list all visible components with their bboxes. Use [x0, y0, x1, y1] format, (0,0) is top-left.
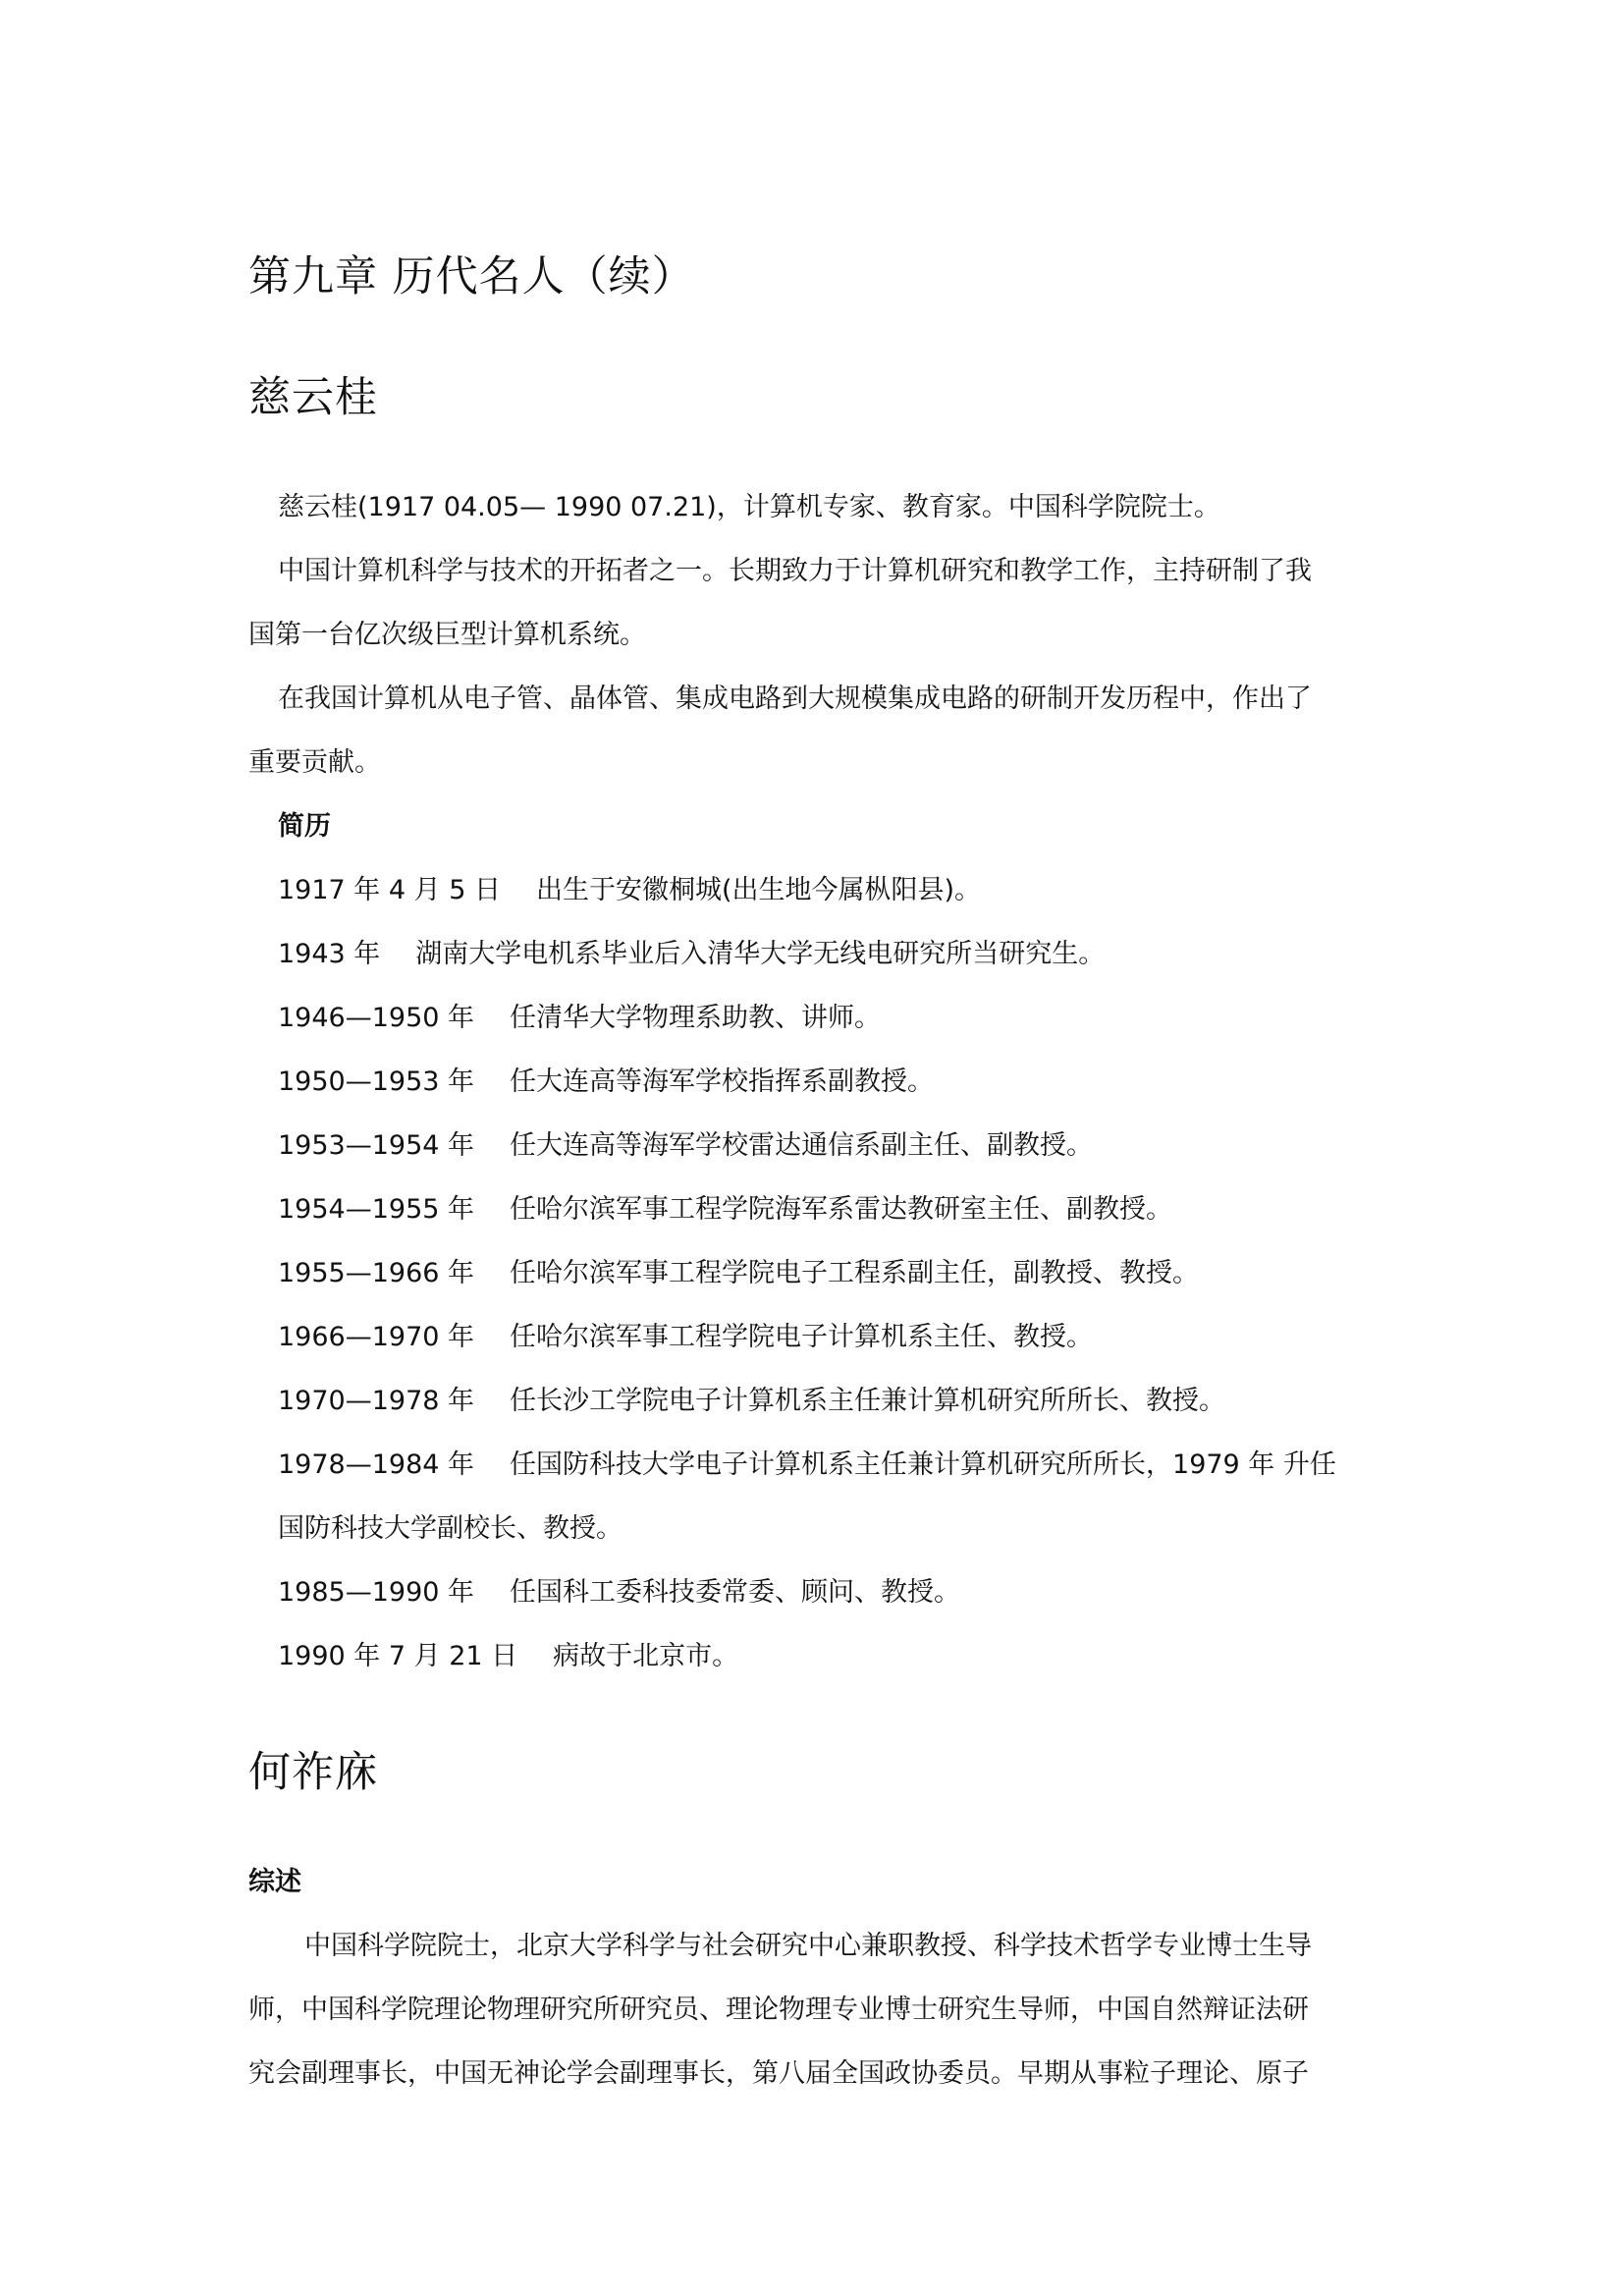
intro-line-5: 重要贡献。 [248, 747, 381, 778]
resume-year: 1954—1955 年 [278, 1194, 475, 1225]
resume-item [278, 1382, 1225, 1421]
resume-year: 1955—1966 年 [278, 1258, 475, 1288]
resume-item [278, 935, 1105, 974]
resume-item [278, 1063, 934, 1102]
resume-year: 1953—1954 年 [278, 1130, 475, 1161]
resume-item [278, 1573, 960, 1613]
resume-item [278, 1318, 1093, 1357]
resume-item [278, 1446, 1336, 1485]
intro-line-1: 慈云桂(1917 04.05— 1990 07.21)，计算机专家、教育家。中国科学院院士。 [278, 492, 1220, 522]
resume-event: 任哈尔滨军事工程学院电子计算机系主任、教授。 [510, 1322, 1094, 1352]
resume-event: 国防科技大学副校长、教授。 [278, 1513, 622, 1544]
resume-event: 任长沙工学院电子计算机系主任兼计算机研究所所长、教授。 [510, 1386, 1226, 1416]
summary-line-1: 中国科学院院士，北京大学科学与社会研究中心兼职教授、科学技术哲学专业博士生导 [304, 1931, 1312, 1961]
person-heading-ci-yungui: 慈云桂 [248, 373, 378, 422]
resume-event: 病故于北京市。 [553, 1641, 739, 1671]
resume-item [278, 1190, 1172, 1230]
resume-event: 任清华大学物理系助教、讲师。 [510, 1003, 882, 1033]
resume-item [278, 999, 881, 1038]
resume-item [278, 1254, 1199, 1293]
resume-year: 1985—1990 年 [278, 1577, 475, 1608]
resume-item [278, 1637, 738, 1676]
resume-event: 任大连高等海军学校雷达通信系副主任、副教授。 [510, 1130, 1094, 1161]
resume-year: 1950—1953 年 [278, 1066, 475, 1097]
resume-event: 任哈尔滨军事工程学院海军系雷达教研室主任、副教授。 [510, 1194, 1173, 1225]
resume-event: 出生于安徽桐城(出生地今属枞阳县)。 [535, 875, 982, 905]
resume-year: 1978—1984 年 [278, 1449, 475, 1480]
resume-year: 1946—1950 年 [278, 1003, 475, 1033]
intro-line-2: 中国计算机科学与技术的开拓者之一。长期致力于计算机研究和教学工作，主持研制了我 [278, 556, 1312, 586]
resume-heading: 简历 [278, 811, 331, 842]
resume-year: 1970—1978 年 [278, 1386, 475, 1416]
resume-year: 1917 年 4 月 5 日 [278, 875, 501, 905]
summary-heading: 综述 [248, 1867, 301, 1897]
resume-item [278, 1126, 1093, 1166]
summary-line-3: 究会副理事长，中国无神论学会副理事长，第八届全国政协委员。早期从事粒子理论、原子 [248, 2058, 1309, 2089]
intro-line-4: 在我国计算机从电子管、晶体管、集成电路到大规模集成电路的研制开发历程中，作出了 [278, 683, 1312, 714]
resume-event: 任国科工委科技委常委、顾问、教授。 [510, 1577, 961, 1608]
resume-year: 1990 年 7 月 21 日 [278, 1641, 518, 1671]
chapter-title: 第九章 历代名人（续） [248, 252, 695, 301]
resume-event: 湖南大学电机系毕业后入清华大学无线电研究所当研究生。 [415, 939, 1106, 969]
resume-item-continuation [278, 1509, 622, 1549]
resume-event: 任国防科技大学电子计算机系主任兼计算机研究所所长，1979 年 升任 [510, 1449, 1336, 1480]
summary-line-2: 师，中国科学院理论物理研究所研究员、理论物理专业博士研究生导师，中国自然辩证法研 [248, 1995, 1309, 2025]
intro-line-3: 国第一台亿次级巨型计算机系统。 [248, 620, 646, 650]
person-heading-he-zuoxiu: 何祚庥 [248, 1748, 378, 1797]
resume-year: 1943 年 [278, 939, 381, 969]
resume-item [278, 871, 981, 910]
resume-event: 任哈尔滨军事工程学院电子工程系副主任，副教授、教授。 [510, 1258, 1200, 1288]
resume-year: 1966—1970 年 [278, 1322, 475, 1352]
resume-event: 任大连高等海军学校指挥系副教授。 [510, 1066, 935, 1097]
